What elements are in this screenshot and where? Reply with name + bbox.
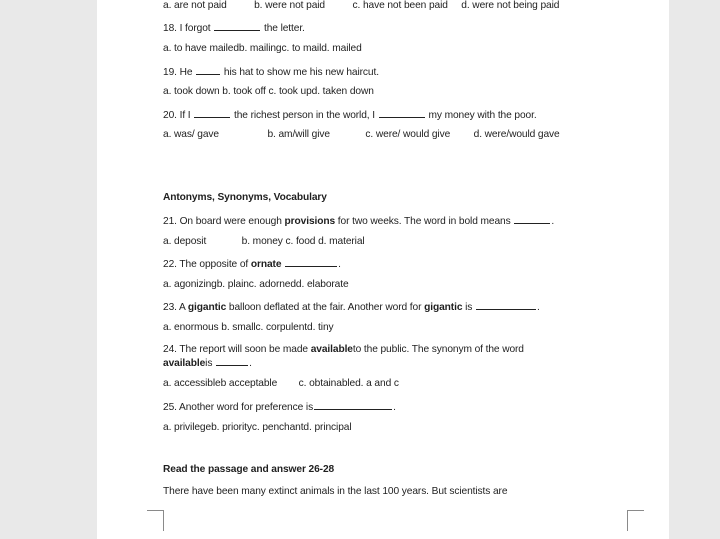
question-23: 23. A gigantic balloon deflated at the fair. Another word for gigantic is . (163, 302, 540, 313)
q24-option-a: a. accessibleb acceptable (163, 378, 278, 389)
answer-blank (214, 21, 260, 31)
q17-option-c: c. have not been paid (352, 0, 448, 11)
section-heading: Antonyms, Synonyms, Vocabulary (163, 192, 327, 203)
q21-text-post: for two weeks. The word in bold means (337, 216, 511, 227)
answer-blank (216, 356, 248, 366)
answer-blank (285, 257, 337, 267)
q20-option-b: b. am/will give (267, 129, 330, 140)
question-21: 21. On board were enough provisions for two weeks. The word in bold means . (163, 216, 555, 227)
q20-option-d: d. were/would gave (473, 129, 560, 140)
answer-blank (314, 400, 392, 410)
q18-text-post: the letter. (263, 23, 305, 34)
question-22: 22. The opposite of ornate . (163, 259, 341, 270)
q20-text-mid: the richest person in the world, I (233, 110, 375, 121)
q22-bold-word: ornate (250, 259, 282, 270)
q18-text-pre: 18. I forgot (163, 23, 211, 34)
q23-text-mid: balloon deflated at the fair. Another word for (228, 302, 422, 313)
q24-text-pre: 24. The report will soon be made (163, 344, 308, 355)
question-24 (163, 344, 524, 356)
question-24-line-2: availableis . (163, 358, 252, 369)
q24-options (163, 378, 399, 390)
answer-blank (476, 300, 536, 310)
question-25: 25. Another word for preference is . (163, 402, 396, 413)
q20-option-c: c. were/ would give (365, 129, 451, 140)
q24-text-post: is (205, 358, 213, 369)
q19-text-pre: 19. He (163, 67, 193, 78)
q21-text-pre: 21. On board were enough (163, 216, 282, 227)
q20-options (163, 129, 560, 141)
question-18 (163, 21, 305, 35)
answer-blank (514, 214, 550, 224)
q23-bold-word-1: gigantic (187, 302, 227, 313)
question-20 (163, 108, 537, 122)
q19-options: a. took down b. took off c. took upd. taken down (163, 86, 374, 97)
crop-mark-right (627, 510, 644, 531)
q24-bold-word-2: available (163, 358, 206, 369)
q23-bold-word-2: gigantic (424, 302, 463, 313)
q19-text-post: his hat to show me his new haircut. (223, 67, 379, 78)
answer-blank (379, 108, 425, 118)
q17-option-a: a. are not paid (163, 0, 227, 11)
q23-options: a. enormous b. smallc. corpulentd. tiny (163, 322, 334, 333)
q17-option-b: b. were not paid (254, 0, 326, 11)
q23-text-post: is (465, 302, 473, 313)
passage-heading: Read the passage and answer 26-28 (163, 464, 335, 475)
crop-mark-left (147, 510, 164, 531)
q24-text-mid: to the public. The synonym of the word (352, 344, 524, 355)
q21-options-rest: b. money c. food d. material (241, 236, 365, 247)
q21-bold-word: provisions (284, 216, 336, 227)
q24-options-rest: c. obtainabled. a and c (298, 378, 399, 389)
q22-options: a. agonizingb. plainc. adornedd. elaborate (163, 279, 349, 290)
q18-options: a. to have mailedb. mailingc. to maild. mailed (163, 43, 362, 54)
q20-text-post: my money with the poor. (428, 110, 537, 121)
q21-option-a: a. deposit (163, 236, 207, 247)
q17-option-d: d. were not being paid (461, 0, 560, 11)
answer-blank (196, 65, 220, 75)
document-page (97, 0, 669, 539)
question-19 (163, 65, 379, 79)
q22-text-pre: 22. The opposite of (163, 259, 249, 270)
q25-text-pre: 25. Another word for preference is (163, 402, 314, 413)
passage-text: There have been many extinct animals in the last 100 years. But scientists are (163, 486, 508, 497)
q23-text-pre: 23. A (163, 302, 186, 313)
q24-bold-word-1: available (310, 344, 353, 355)
answer-blank (194, 108, 230, 118)
q20-text-pre: 20. If I (163, 110, 191, 121)
q20-option-a: a. was/ gave (163, 129, 219, 140)
q21-options (163, 236, 365, 248)
q25-options: a. privilegeb. priorityc. penchantd. principal (163, 422, 352, 433)
q17-options (163, 0, 559, 12)
